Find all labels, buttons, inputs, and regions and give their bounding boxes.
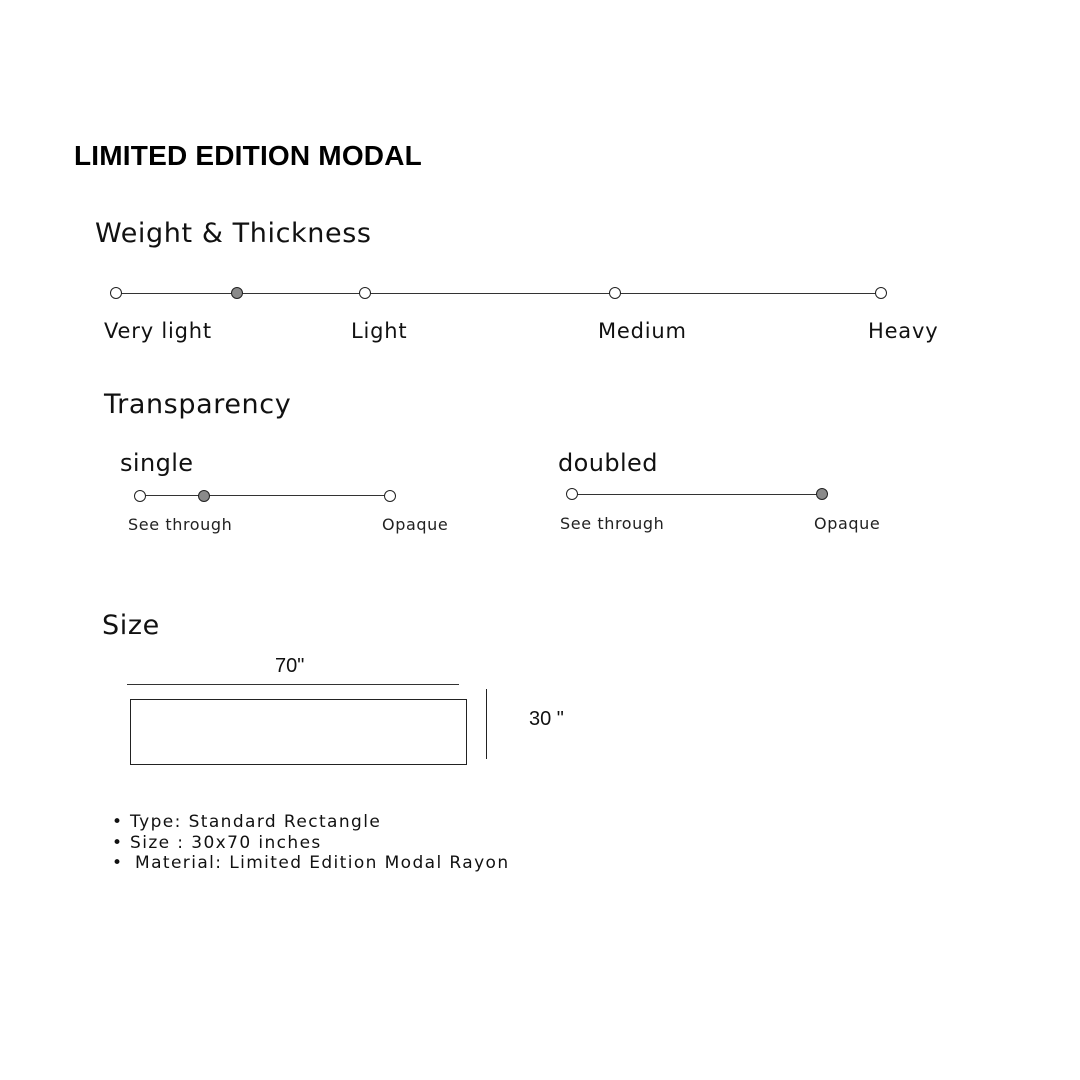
weight-label-medium: Medium: [598, 319, 687, 343]
doubled-max-label: Opaque: [814, 514, 881, 533]
size-width-dimension-line: [127, 684, 459, 685]
spec-type: • Type: Standard Rectangle: [112, 812, 510, 833]
doubled-min-label: See through: [560, 514, 665, 533]
size-heading: Size: [102, 610, 160, 641]
spec-size: • Size : 30x70 inches: [112, 833, 510, 854]
specs-list: [112, 812, 510, 874]
single-min-label: See through: [128, 515, 233, 534]
weight-label-light: Light: [351, 319, 408, 343]
transparency-single-line: [140, 495, 390, 496]
spec-material: • Material: Limited Edition Modal Rayon: [112, 853, 510, 874]
weight-dot-medium: [609, 287, 621, 299]
transparency-heading: Transparency: [104, 389, 292, 420]
weight-dot-selected: [231, 287, 243, 299]
size-height-label: 30 ": [529, 708, 564, 730]
size-height-dimension-line: [486, 689, 487, 759]
single-max-label: Opaque: [382, 515, 449, 534]
transparency-doubled-label: doubled: [558, 449, 658, 477]
weight-dot-very-light: [110, 287, 122, 299]
doubled-dot-see-through: [566, 488, 578, 500]
size-rectangle-diagram: [130, 699, 467, 765]
single-dot-see-through: [134, 490, 146, 502]
weight-dot-light: [359, 287, 371, 299]
size-width-label: 70": [275, 655, 305, 677]
page-title: LIMITED EDITION MODAL: [74, 140, 422, 171]
single-dot-opaque: [384, 490, 396, 502]
transparency-single-label: single: [120, 449, 194, 477]
weight-label-heavy: Heavy: [868, 319, 939, 343]
single-dot-selected: [198, 490, 210, 502]
weight-label-very-light: Very light: [104, 319, 212, 343]
weight-dot-heavy: [875, 287, 887, 299]
transparency-doubled-line: [572, 494, 822, 495]
doubled-dot-selected: [816, 488, 828, 500]
weight-heading: Weight & Thickness: [95, 218, 372, 249]
